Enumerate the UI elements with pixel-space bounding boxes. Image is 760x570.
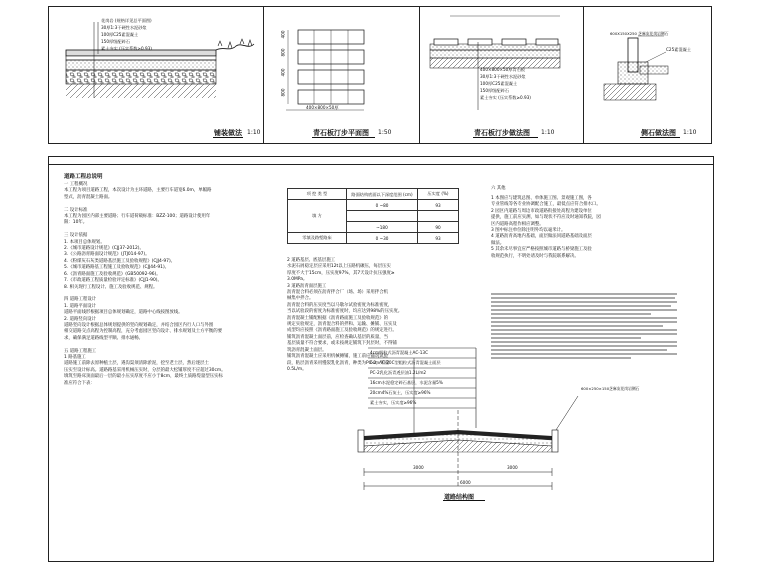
spec-line: 二 设计标准 — [64, 207, 88, 213]
title-underline — [312, 137, 375, 138]
spec-line: 填筑至路床顶面最后一层的最小压实厚度不应小于8cm，最终土质路堤量型压实标 — [64, 374, 223, 380]
spec-line: 1. 道路平面设计 — [64, 303, 96, 309]
paving-section-drawing — [48, 6, 263, 144]
curb-label-mid: C25素混凝土 — [666, 47, 692, 52]
road-layer-3: PC-2乳化沥青透层油1.2L/m2 — [370, 370, 427, 375]
spec-line: 8. 相关现行工程设计、施工及验收规范、规程。 — [64, 284, 158, 290]
road-layer-2: 6cmAC-20C型粗粒式沥青混凝土面层 — [370, 360, 441, 365]
spec-line: 铺筑沥青混凝土面层前，应检查确认基层的质量，当 — [287, 334, 388, 340]
table-cell: 0 ~30 — [347, 233, 418, 244]
stepping-plan-scale: 1:50 — [378, 129, 392, 136]
road-layer-1: 4cm细粒式沥青混凝土AC-13C — [370, 350, 429, 355]
step-section-layer-3: 100厚C25素混凝土 — [480, 81, 518, 86]
spec-line: 当以试验段的密度为标准密度时，均应达到98%的压实度。 — [287, 309, 403, 315]
paving-layer-5: 素土夯实 (压实系数≥0.93) — [101, 46, 152, 51]
spec-line: 5.《城市道路路基工程施工及验收规范》(CJJ44-91)。 — [64, 265, 170, 271]
stepping-section-scale: 1:10 — [541, 129, 555, 136]
spec-line: 3.《公路沥青路面设计规范》(JTJ014-97)。 — [64, 252, 150, 258]
spec-column-3 — [491, 196, 601, 260]
spec-line: 沥青混合料必须在沥青拌合厂（场、场）采用拌合机 — [287, 290, 388, 296]
spec-line: 本工程为项目道路工程，本次设计为主环道路，主要行车道宽6.0m，单幅路 — [64, 188, 212, 194]
table-row — [288, 200, 459, 211]
spec-line: 3 图中标注单位除注明外均以毫米计。 — [491, 228, 566, 234]
spec-line: 0.5L/m。 — [287, 366, 307, 372]
spec-line: 水泥石屑稳定层应采用12t以上压路机碾压，每层压实 — [287, 264, 391, 270]
table-cell — [347, 211, 418, 222]
table-cell: 93 — [418, 200, 459, 211]
table-header-row — [288, 189, 459, 200]
spec-line: 1. 本项目总体规划。 — [64, 239, 105, 245]
spec-line: 沥青混合料的压实度当以马歇尔试验密度为标准密度， — [287, 302, 393, 308]
stepping-plan-drawing — [264, 6, 420, 144]
stepping-section-title: 青石板汀步做法图 — [474, 129, 530, 137]
paving-scale: 1:10 — [247, 129, 261, 136]
spec-title-divider — [48, 164, 714, 165]
road-curb-note: 600×250×150芝麻灰花岗岩侧石 — [581, 386, 640, 391]
spec-line: 道路平面线形根据项目总体规划确定，道路中心线按图放线。 — [64, 310, 183, 316]
table-cell: ~180 — [347, 222, 418, 233]
spec-line: 收规范执行，不明处请及时与我院联系解决。 — [491, 253, 579, 259]
spec-line: 专业管线等各专业协调配合施工，最低点应符合排水口。 — [491, 202, 601, 208]
spec-line: 5 其余未尽事宜应严格按照城市道路与桥梁施工及验 — [491, 247, 592, 253]
step-section-layer-4: 150厚级配碎石 — [480, 88, 509, 93]
spec-main-title: 道路工程总说明 — [64, 174, 103, 180]
title-underline — [213, 137, 243, 138]
curb-label-top: 600X150X250 芝麻灰花岗岩侧石 — [610, 31, 669, 36]
spec-line: 三 设计依据 — [64, 233, 88, 239]
spec-line: 一 工程概况 — [64, 182, 88, 187]
spec-line: 压实至设计标高。道路路基采用机械压实时，分层的最大松铺厚度不应超过30cm。 — [64, 367, 226, 373]
road-layer-4: 16cm水泥稳定碎石基层，水泥含量5% — [370, 380, 443, 385]
spec-line: 3 道路沥青面层施工 — [287, 283, 327, 289]
spec-line: 1 本图应与建筑总图、单体施工图、景观施工图，各 — [491, 196, 592, 201]
spec-line: 限：10年。 — [64, 220, 88, 226]
spec-line: 道路施工前除去原种植土层，遇沟渠须清除淤泥，挖至老土层，然后逐层土 — [64, 361, 209, 367]
curb-scale: 1:10 — [683, 129, 697, 136]
spec-line: 3.0MPa。 — [287, 277, 308, 283]
spec-line: 本工程为园区内部主要道路；行车道荷载标准：BZZ-100；道路设计使用年 — [64, 214, 211, 220]
title-underline — [443, 500, 485, 501]
spec-line: 型式，沥青混凝土路面。 — [64, 194, 113, 200]
road-cross-section-drawing — [334, 410, 594, 520]
road-layer-5: 20cm4%石灰土，压实度≥96% — [370, 390, 431, 395]
spec-col3-title: 六 其他 — [491, 186, 506, 191]
spec-line: 相交道路交点高程为控制高程，充分考虑园区竖向设计、排水规划及土方平衡的要 — [64, 329, 223, 335]
paving-layer-3: 100厚C25素混凝土 — [101, 32, 139, 37]
step-dim: 800 — [280, 48, 286, 57]
road-dim-right: 3000 — [507, 465, 518, 470]
spec-line: 做法。 — [491, 240, 505, 246]
paving-layer-2: 30厚1:3干硬性水泥砂浆 — [101, 25, 147, 30]
spec-line: 4.《粉煤灰石灰类道路基层施工及验收规程》(CJJ4-97)。 — [64, 258, 176, 264]
spec-line: 7.《市政道路工程质量检验评定标准》(CJJ1-90)。 — [64, 278, 162, 284]
table-cell — [418, 211, 459, 222]
spec-line: 沥青混凝土铺配根据《沥青路面施工及验收规范》的 — [287, 315, 388, 321]
spec-line: 规定实验规定，沥青混合料的拌和、运输、摊铺、压实及 — [287, 322, 397, 328]
spec-line: 求，确保满足道路线型平顺、排水通畅。 — [64, 335, 144, 341]
table-header-cell: 压实度 (%) — [418, 189, 459, 200]
road-layer-6: 素土夯实，压实度≥96% — [370, 400, 417, 405]
spec-line: 厚度不大于15cm，压实度97%，其7天设计抗压强度≥ — [287, 270, 395, 276]
spec-line: 2 道路基层、底基层施工 — [287, 258, 336, 263]
road-section-title: 道路结构图 — [444, 494, 475, 501]
spec-line: 道路竖向设计根据总体规划提供的竖向规划确定，并结合园区内行人口与外围 — [64, 322, 214, 328]
step-dim: 400 — [280, 30, 286, 39]
spec-line: 2 园区内道路与周边市政道路衔接处高程为建设单位 — [491, 208, 592, 214]
paving-layer-4: 150厚级配碎石 — [101, 39, 130, 44]
table-cell: 90 — [418, 222, 459, 233]
paving-title: 铺装做法 — [214, 129, 242, 137]
step-section-layer-2: 30厚1:3干硬性水泥砂浆 — [480, 74, 526, 79]
spec-line: 基层质量不符合要求，或未按规定铺筑下封层时，不得铺 — [287, 341, 397, 347]
spec-column-1 — [64, 182, 226, 387]
curb-section-drawing — [584, 6, 712, 144]
spec-line: 械集中拌合。 — [287, 296, 314, 302]
step-section-layer-1: 400×800×50厚青石板 — [480, 67, 526, 72]
spec-line: 四 道路工程设计 — [64, 297, 97, 303]
spec-line: 提供，施工前应实测，如与现状不符应及时通知我院，园 — [491, 215, 601, 221]
curb-title: 侧石做法图 — [641, 129, 676, 137]
spec-line: 4 道路沥青高地内基础，面层做法同道路基础及面层 — [491, 234, 592, 240]
step-dim: 800 — [280, 88, 286, 97]
step-dim-bottom: 400×800×50厚 — [306, 105, 339, 110]
spec-line: 五 道路工程施工 — [64, 348, 97, 354]
compaction-table — [287, 188, 459, 244]
table-row — [288, 233, 459, 244]
step-dim: 400 — [280, 68, 286, 77]
spec-line: 6.《沥青路面施工及验收规范》(GB50092-96)。 — [64, 271, 161, 277]
table-cell: 填 方 — [288, 200, 347, 233]
spec-line: 区内道路高程作相应调整。 — [491, 221, 544, 227]
table-cell: 93 — [418, 233, 459, 244]
spec-line: 成型均应按照《沥青路面施工及验收规范》的规定进行。 — [287, 328, 397, 334]
table-cell: 0 ~80 — [347, 200, 418, 211]
step-section-layer-5: 素土夯实 (压实系数≥0.93) — [480, 95, 531, 100]
stepping-plan-title: 青石板汀步平面图 — [313, 129, 369, 137]
table-header-cell: 项 挖 类 型 — [288, 189, 347, 200]
table-header-cell: 路面结构底面以下深度范围 (cm) — [347, 189, 418, 200]
title-underline — [640, 137, 680, 138]
road-dim-total: 6000 — [460, 480, 471, 485]
paving-layer-1: 花岗岩 (规格详见总平面图) — [101, 18, 152, 23]
spec-line: 段，粘层沥青采用慢裂乳化沥青，种类为PC-2，用量 — [287, 360, 390, 366]
title-underline — [473, 137, 538, 138]
spec-line: 铺筑沥青混凝土应采用机械摊铺，施工前应铺筑试验 — [287, 354, 388, 360]
spec-line: 筑沥青混凝土面层。 — [287, 347, 327, 353]
road-dim-left: 3000 — [413, 465, 424, 470]
spec-line: 2.《城市道路设计规范》(CJJ37-2012)。 — [64, 246, 144, 252]
table-cell: 零填及路堑路床 — [288, 233, 347, 244]
spec-line: 1 路基施工 — [64, 354, 86, 360]
dense-notes-block — [491, 292, 681, 370]
spec-line: 2. 道路竖向设计 — [64, 316, 96, 322]
spec-line: 准应符合下表： — [64, 380, 95, 386]
